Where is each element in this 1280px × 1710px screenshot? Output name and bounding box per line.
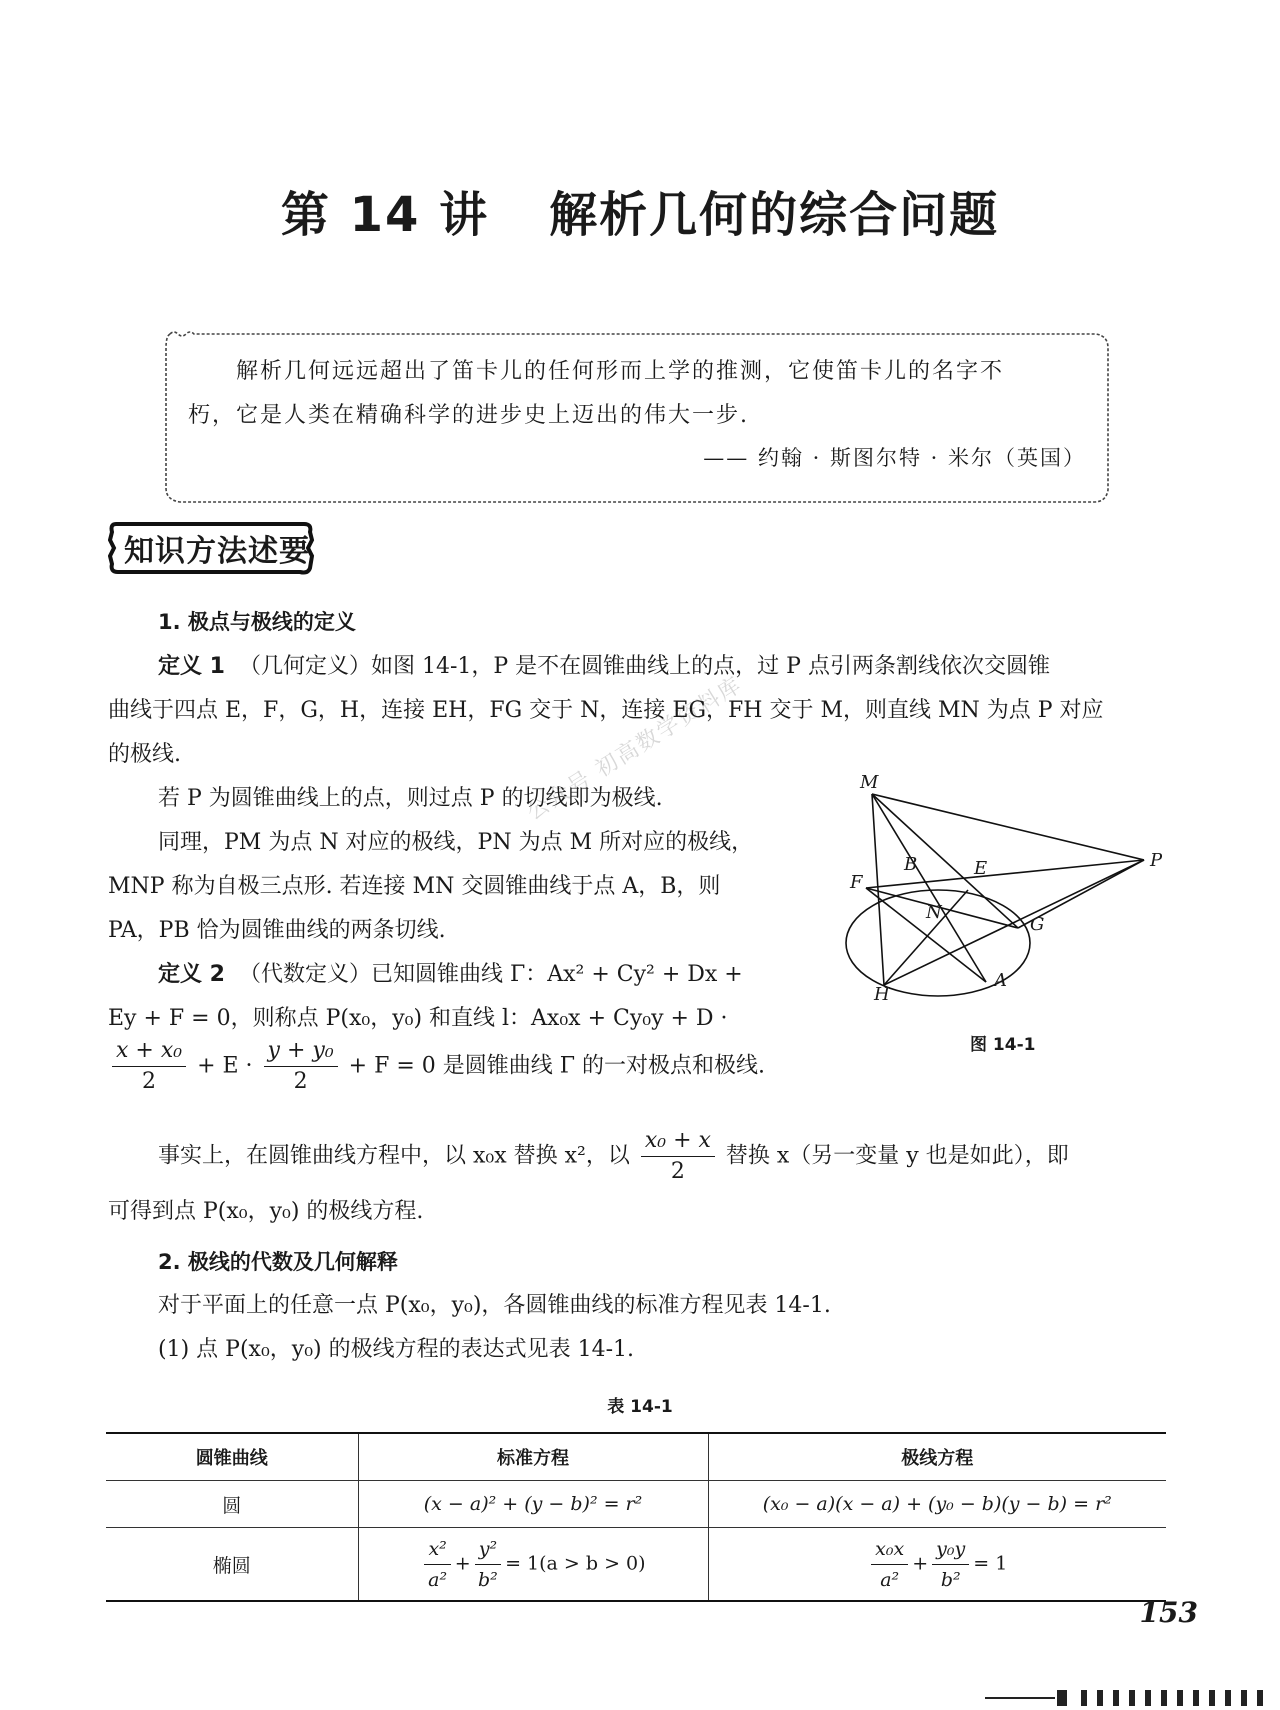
fact-line-2: 可得到点 P(x₀，y₀) 的极线方程.	[108, 1199, 424, 1224]
self-polar-line-3: PA，PB 恰为圆锥曲线的两条切线.	[108, 918, 446, 943]
quote-box	[162, 330, 1112, 506]
conic-table	[106, 1432, 1166, 1602]
header-curve: 圆锥曲线	[195, 1448, 268, 1469]
lecture-number: 第 14 讲	[280, 187, 490, 243]
def1-line-1	[158, 645, 1050, 689]
section-tag-label: 知识方法述要	[124, 534, 310, 569]
label-N: N	[926, 902, 942, 923]
table-row	[106, 1528, 1166, 1602]
figure-caption: 图 14-1	[970, 1035, 1036, 1055]
header-polar: 极线方程	[708, 1433, 1166, 1481]
label-P: P	[1150, 850, 1163, 871]
cell-curve: 椭圆	[212, 1554, 251, 1577]
def2-line-1	[158, 953, 743, 997]
header-standard: 标准方程	[358, 1433, 708, 1481]
table-row	[106, 1481, 1166, 1528]
cell-standard: $\frac{\text{x²}}{\text{a²}}$ + $\frac{\text{y²}}{\text{b²}}$ = 1(a > b > 0)	[358, 1528, 708, 1602]
label-G: G	[1030, 914, 1045, 935]
label-H: H	[874, 984, 890, 1005]
cell-curve: 圆	[222, 1494, 242, 1517]
figure-14-1	[838, 772, 1168, 1024]
label-B: B	[904, 854, 918, 875]
quote-line-2: 朽，它是人类在精确科学的进步史上迈出的伟大一步.	[188, 403, 749, 428]
page-number: 153	[1139, 1596, 1198, 1629]
def2-line-3: $\frac{\text{x + x₀}}{2}$ + E · $\frac{\text{y + y₀}}{2}$ + F = 0 是圆锥曲线 Γ 的一对极点和极线.	[108, 1036, 765, 1097]
cell-polar: $\frac{\text{x₀x}}{\text{a²}}$ + $\frac{\text{y₀y}}{\text{b²}}$ = 1	[708, 1528, 1166, 1602]
cell-polar: (x₀ − a)(x − a) + (y₀ − b)(y − b) = r²	[708, 1481, 1166, 1528]
table-header-row	[106, 1433, 1166, 1481]
page-title	[0, 176, 1280, 245]
decorative-bar	[985, 1690, 1275, 1706]
lecture-topic: 解析几何的综合问题	[549, 187, 1000, 243]
fraction-x: $\frac{\text{x + x₀}}{2}$	[112, 1036, 186, 1097]
line-MG	[872, 794, 1018, 928]
line-MP	[872, 794, 1144, 860]
fact-line-1: 事实上，在圆锥曲线方程中，以 x₀x 替换 x²，以 $\frac{\text{x₀ + x}}{2}$ 替换 x（另一变量 y 也是如此），即	[158, 1126, 1069, 1187]
quote-line-1: 解析几何远远超出了笛卡儿的任何形而上学的推测，它使笛卡儿的名字不	[236, 359, 1005, 384]
def2-text-1: （代数定义）已知圆锥曲线 Γ：Ax² + Cy² + Dx +	[238, 962, 743, 987]
label-A: A	[994, 970, 1007, 991]
fraction-substitute: $\frac{\text{x₀ + x}}{2}$	[641, 1126, 715, 1187]
def2-line-2: Ey + F = 0，则称点 P(x₀，y₀) 和直线 l：Ax₀x + Cy₀y + D ·	[108, 1006, 728, 1031]
fraction-y: $\frac{\text{y + y₀}}{2}$	[264, 1036, 338, 1097]
self-polar-line-2: MNP 称为自极三点形. 若连接 MN 交圆锥曲线于点 A，B，则	[108, 874, 721, 899]
def1-label: 定义 1	[158, 654, 225, 679]
def1-line-2: 曲线于四点 E，F，G，H，连接 EH，FG 交于 N，连接 EG，FH 交于 M，则直线 MN 为点 P 对应	[108, 698, 1104, 723]
cell-standard: (x − a)² + (y − b)² = r²	[358, 1481, 708, 1528]
def1-line-3: 的极线.	[108, 742, 181, 767]
label-M: M	[860, 772, 879, 793]
section-2-paragraph-2: (1) 点 P(x₀，y₀) 的极线方程的表达式见表 14-1.	[158, 1337, 634, 1362]
label-E: E	[974, 858, 988, 879]
section-1-heading: 1. 极点与极线的定义	[158, 610, 356, 634]
tangent-paragraph: 若 P 为圆锥曲线上的点，则过点 P 的切线即为极线.	[158, 786, 663, 811]
section-2-paragraph-1: 对于平面上的任意一点 P(x₀，y₀)，各圆锥曲线的标准方程见表 14-1.	[158, 1293, 831, 1318]
def2-label: 定义 2	[158, 962, 225, 987]
section-tag	[108, 520, 318, 580]
quote-attribution: —— 约翰 · 斯图尔特 · 米尔（英国）	[703, 446, 1086, 470]
section-2-heading: 2. 极线的代数及几何解释	[158, 1250, 398, 1274]
self-polar-line-1: 同理，PM 为点 N 对应的极线，PN 为点 M 所对应的极线，	[158, 830, 754, 855]
label-F: F	[850, 872, 863, 893]
line-MA	[872, 794, 986, 982]
table-caption: 表 14-1	[607, 1397, 673, 1417]
watermark: 公众号 初高数学资料库	[522, 672, 748, 826]
def1-text-1: （几何定义）如图 14-1，P 是不在圆锥曲线上的点，过 P 点引两条割线依次交圆锥	[238, 654, 1050, 679]
